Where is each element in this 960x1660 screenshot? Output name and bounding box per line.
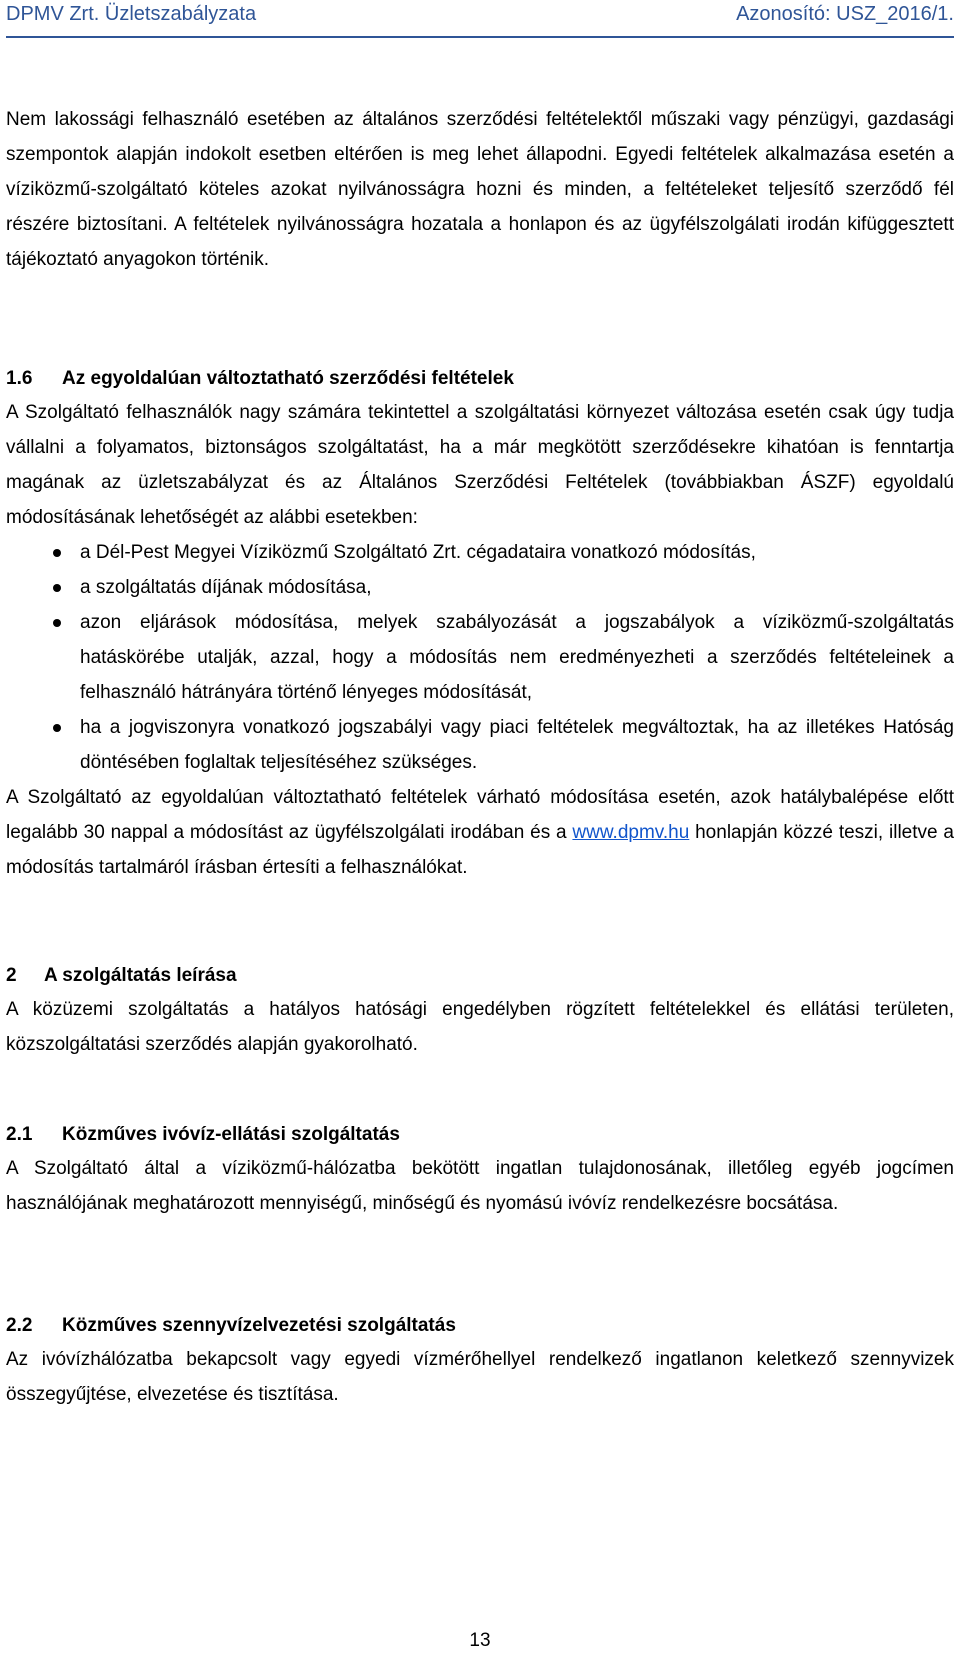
section-1-6-body bbox=[6, 395, 954, 885]
bullet-icon bbox=[53, 619, 61, 627]
section-heading-1-6 bbox=[6, 361, 954, 396]
header-divider bbox=[6, 36, 954, 38]
section-2-1-body: A Szolgáltató által a víziközmű-hálózatba bekötött ingatlan tulajdonosának, illetőleg egyéb jogcímen használójának meghatározott mennyiségű, minőségű és nyomású ivóvíz rendelkezésre bocsátása. bbox=[6, 1158, 954, 1214]
section-title: Közműves szennyvízelvezetési szolgáltatás bbox=[62, 1315, 456, 1336]
section-2-body: A közüzemi szolgáltatás a hatályos hatósági engedélyben rögzített feltételekkel és ellátási területen, közszolgáltatási szerződés alapján gyakorolható. bbox=[6, 999, 954, 1055]
section-heading-2-2 bbox=[6, 1308, 954, 1343]
list-item: a Dél-Pest Megyei Víziközmű Szolgáltató Zrt. cégadataira vonatkozó módosítás, bbox=[6, 535, 954, 570]
modification-cases-list bbox=[6, 535, 954, 780]
list-item: ha a jogviszonyra vonatkozó jogszabályi vagy piaci feltételek megváltoztak, ha az illetékes Hatóság döntésében foglaltak teljesítéséhez szükséges. bbox=[6, 710, 954, 780]
section-number: 2.1 bbox=[6, 1124, 33, 1145]
bullet-icon bbox=[53, 549, 61, 557]
header-identifier: Azonosító: USZ_2016/1. bbox=[736, 3, 954, 25]
list-item: a szolgáltatás díjának módosítása, bbox=[6, 570, 954, 605]
page-number: 13 bbox=[469, 1630, 491, 1651]
section-title: Az egyoldalúan változtatható szerződési feltételek bbox=[62, 368, 514, 389]
website-link[interactable]: www.dpmv.hu bbox=[572, 822, 690, 843]
list-item: azon eljárások módosítása, melyek szabályozását a jogszabályok a víziközmű-szolgáltatás hatáskörébe utalják, azzal, hogy a módosítás nem eredményezheti a szerződés feltételeinek a felhasználó hátrányára történő lényeges módosítását, bbox=[6, 605, 954, 710]
intro-paragraph: Nem lakossági felhasználó esetében az általános szerződési feltételektől műszaki vagy pénzügyi, gazdasági szempontok alapján indokolt esetben eltérően is meg lehet állapodni. Egyedi feltételek alkalmazása esetén a víziközmű-szolgáltató köteles azokat nyilvánosságra hozni és minden, a feltételeket teljesítő szerződő fél részére biztosítani. A feltételek nyilvánosságra hozatala a honlapon és az ügyfélszolgálati irodán kifüggesztett tájékoztató anyagokon történik. bbox=[6, 109, 954, 270]
section-number: 1.6 bbox=[6, 368, 33, 389]
section-heading-2-1 bbox=[6, 1117, 954, 1152]
section-title: A szolgáltatás leírása bbox=[44, 965, 237, 986]
section-2-2-body: Az ivóvízhálózatba bekapcsolt vagy egyedi vízmérőhellyel rendelkező ingatlanon keletkező szennyvizek összegyűjtése, elvezetése és tisztítása. bbox=[6, 1349, 954, 1405]
section-1-6-lead: A Szolgáltató felhasználók nagy számára tekintettel a szolgáltatási környezet változása esetén csak úgy tudja vállalni a folyamatos, biztonságos szolgáltatást, ha a már megkötött szerződésekre kihatóan is fenntartja magának az üzletszabályzat és az Általános Szerződési Feltételek (továbbiakban ÁSZF) egyoldalú módosításának lehetőségét az alábbi esetekben: bbox=[6, 402, 954, 528]
section-number: 2.2 bbox=[6, 1315, 33, 1336]
section-title: Közműves ivóvíz-ellátási szolgáltatás bbox=[62, 1124, 400, 1145]
bullet-icon bbox=[53, 584, 61, 592]
section-number: 2 bbox=[6, 965, 17, 986]
section-1-6-closing: A Szolgáltató az egyoldalúan változtatható feltételek várható módosítása esetén, azok hatálybalépése előtt legalább 30 nappal a módosítást az ügyfélszolgálati irodában és a www.dpmv.hu honlapján közzé teszi, illetve a módosítás tartalmáról írásban értesíti a felhasználókat. bbox=[6, 787, 954, 878]
section-heading-2 bbox=[6, 958, 954, 993]
bullet-icon bbox=[53, 724, 61, 732]
header-document-title: DPMV Zrt. Üzletszabályzata bbox=[6, 3, 257, 25]
page-header bbox=[6, 3, 954, 33]
